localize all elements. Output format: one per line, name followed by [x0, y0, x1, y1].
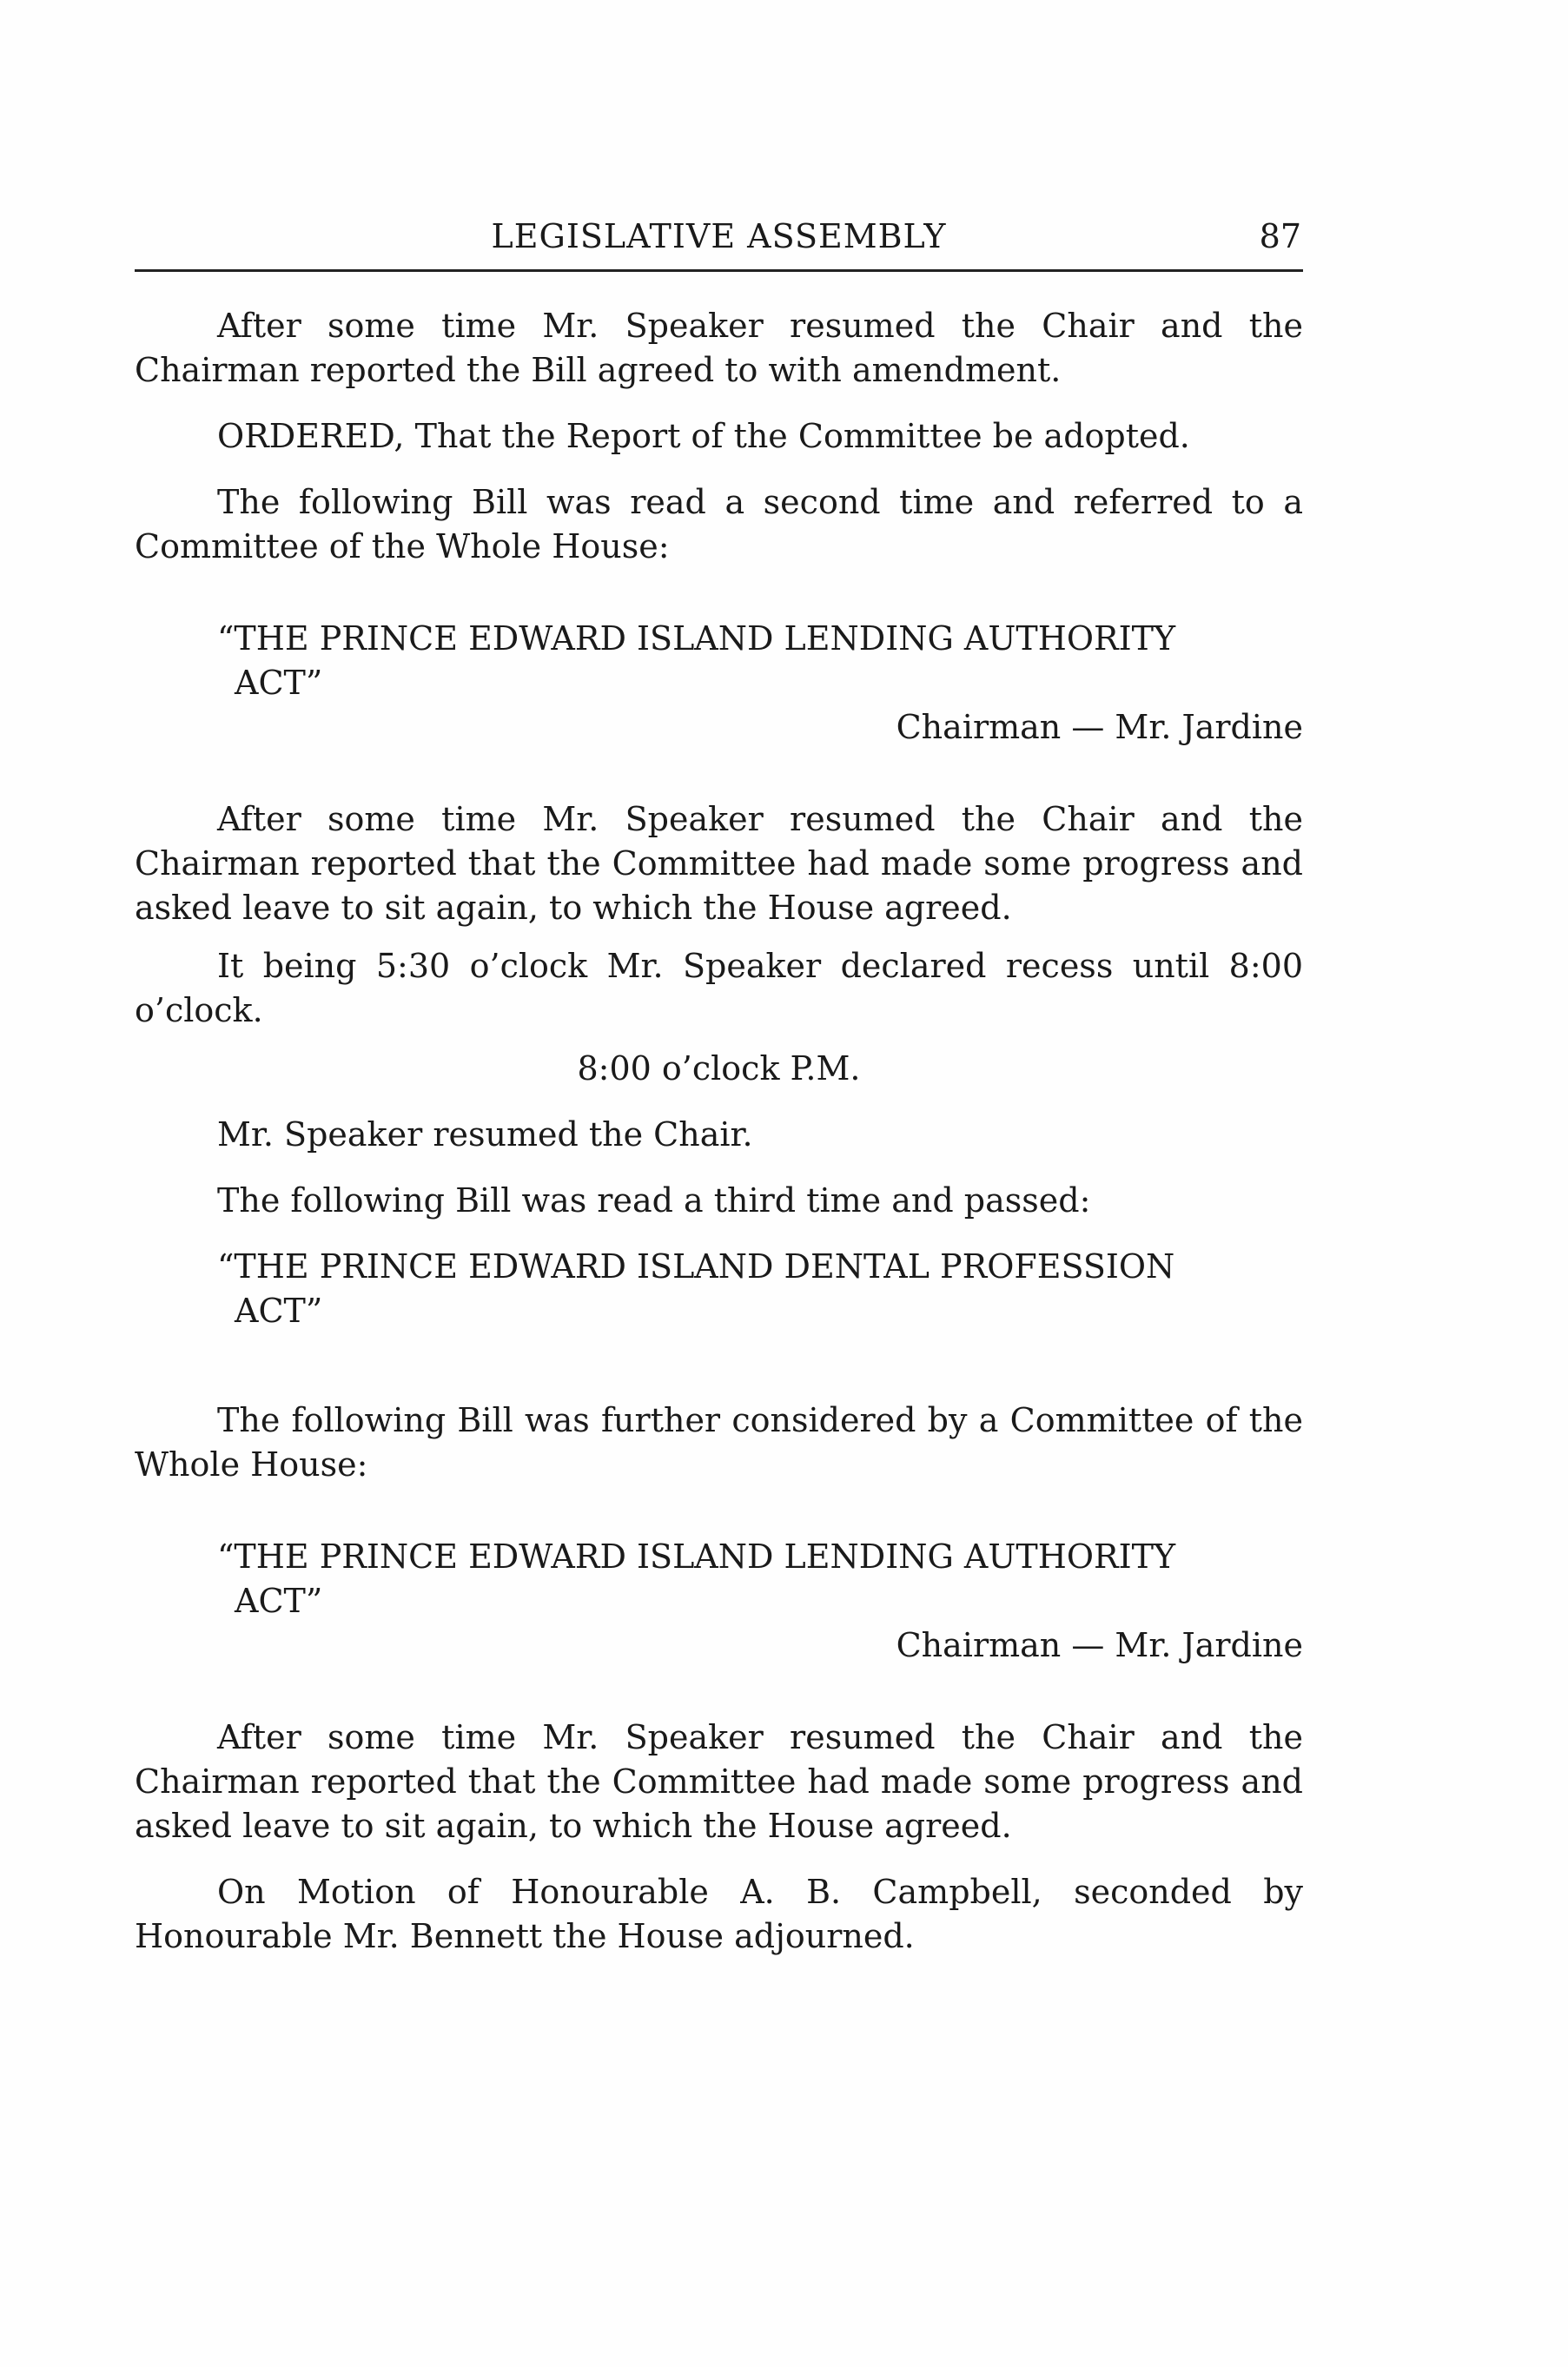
paragraph-adjournment: On Motion of Honourable A. B. Campbell, seconded by Honourable Mr. Bennett the House adjourned. [135, 1873, 1303, 1955]
bill-title-lending-authority [217, 617, 1303, 705]
bill-title-line: ACT” [235, 1582, 323, 1620]
bill-title-line: “THE PRINCE EDWARD ISLAND LENDING AUTHORITY [217, 619, 1176, 658]
paragraph-committee-report: After some time Mr. Speaker resumed the Chair and the Chairman reported the Bill agreed to with amendment. [135, 307, 1303, 389]
bill-title-line: “THE PRINCE EDWARD ISLAND DENTAL PROFESSION [217, 1247, 1175, 1286]
paragraph-further-considered: The following Bill was further considered by a Committee of the Whole House: [135, 1401, 1303, 1484]
paragraph-speaker-resumed: Mr. Speaker resumed the Chair. [217, 1115, 753, 1154]
paragraph-progress-report-2: After some time Mr. Speaker resumed the Chair and the Chairman reported that the Committee had made some progress and asked leave to sit again, to which the House agreed. [135, 1718, 1303, 1845]
page-header [135, 215, 1303, 272]
paragraph-third-reading: The following Bill was read a third time and passed: [217, 1181, 1091, 1220]
page-number: 87 [1259, 217, 1301, 255]
bill-title-dental-profession [217, 1245, 1303, 1333]
session-time: 8:00 o’clock P.M. [577, 1049, 861, 1088]
bill-title-line: “THE PRINCE EDWARD ISLAND LENDING AUTHORITY [217, 1537, 1176, 1576]
paragraph-second-reading: The following Bill was read a second time and referred to a Committee of the Whole House: [135, 483, 1303, 565]
chairman-line: Chairman — Mr. Jardine [896, 1626, 1303, 1664]
bill-title-line: ACT” [235, 1292, 323, 1330]
bill-title-lending-authority-2 [217, 1535, 1303, 1623]
running-head: LEGISLATIVE ASSEMBLY [491, 217, 947, 255]
chairman-line: Chairman — Mr. Jardine [896, 708, 1303, 746]
paragraph-recess: It being 5:30 o’clock Mr. Speaker declared recess until 8:00 o’clock. [135, 947, 1303, 1029]
paragraph-progress-report: After some time Mr. Speaker resumed the Chair and the Chairman reported that the Committee had made some progress and asked leave to sit again, to which the House agreed. [135, 800, 1303, 927]
bill-title-line: ACT” [235, 664, 323, 702]
body-text [135, 304, 1303, 1959]
paragraph-ordered: ORDERED, That the Report of the Committee be adopted. [217, 417, 1190, 455]
